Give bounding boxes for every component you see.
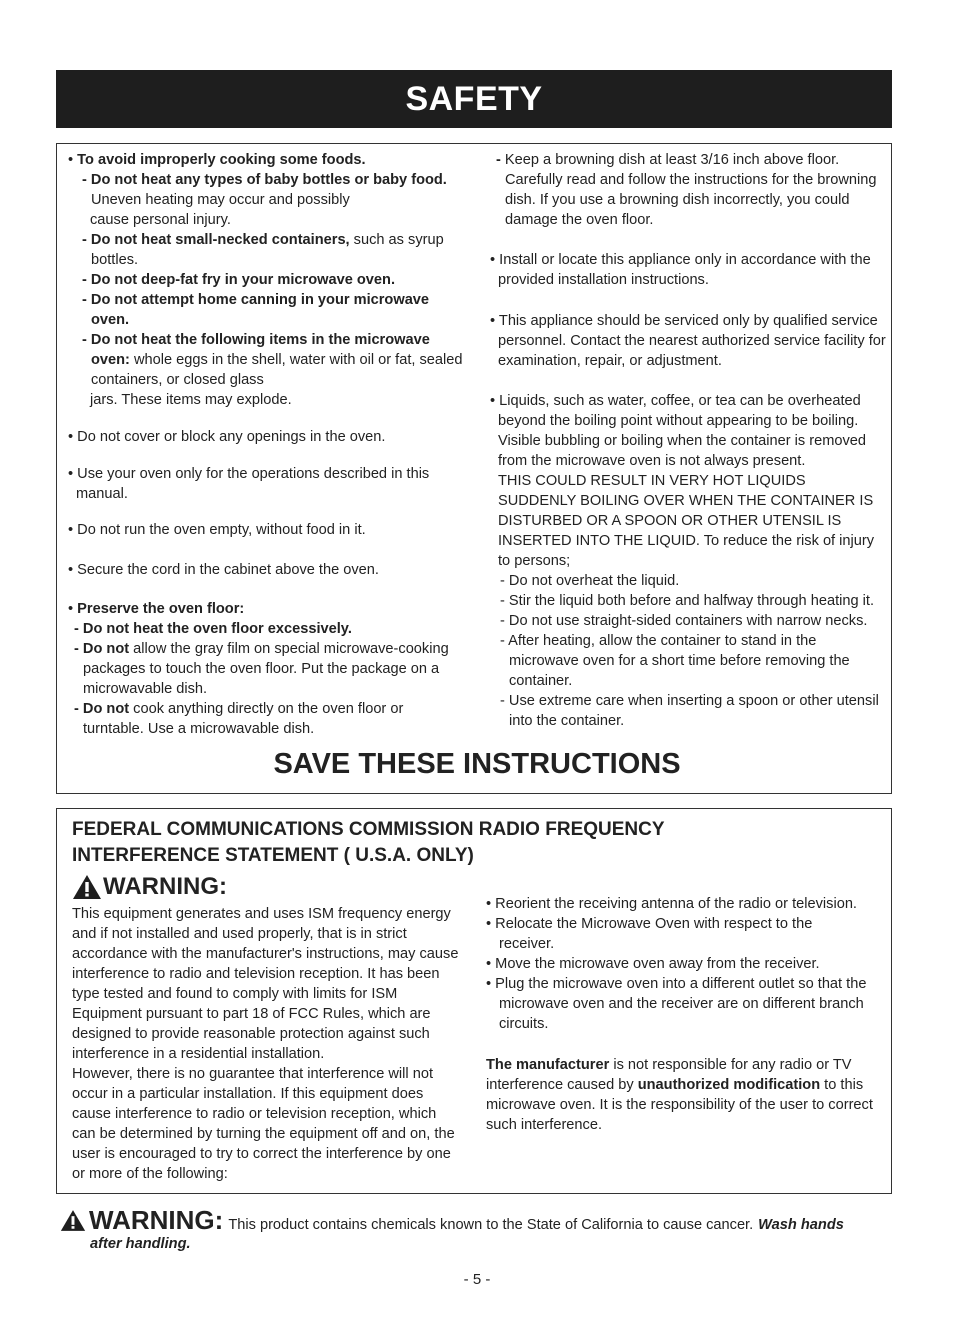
- text-segment: • Install or locate this appliance only in accordance with the: [490, 252, 871, 268]
- text-segment: oven.: [91, 312, 130, 328]
- text-segment: INSERTED INTO THE LIQUID. To reduce the risk of injury: [498, 533, 875, 549]
- text-segment: - After heating, allow the container to stand in the: [500, 633, 817, 649]
- text-segment: type tested and found to comply with limits for ISM: [72, 986, 398, 1002]
- text-line: [72, 904, 451, 924]
- text-segment: •: [68, 601, 78, 617]
- text-line: [509, 671, 572, 691]
- text-segment: interference to radio and television reception. It has been: [72, 966, 440, 982]
- text-segment: beyond the boiling point without appearing to be boiling.: [498, 413, 859, 429]
- text-segment: • Plug the microwave oven into a different outlet so that the: [486, 976, 867, 992]
- text-segment: manual.: [76, 486, 128, 502]
- text-segment: DISTURBED OR A SPOON OR OTHER UTENSIL IS: [498, 513, 842, 529]
- fcc-warning-label: WARNING:: [103, 873, 227, 900]
- text-segment: • Do not cover or block any openings in the oven.: [68, 429, 386, 445]
- text-line: [72, 1084, 423, 1104]
- safety-banner: [56, 70, 892, 128]
- text-segment: containers, or closed glass: [91, 372, 264, 388]
- text-segment: packages to touch the oven floor. Put the package on a: [83, 661, 440, 677]
- text-segment: - Do not: [74, 701, 130, 717]
- text-line: [82, 270, 395, 290]
- text-segment: •: [68, 152, 78, 168]
- text-segment: user is encouraged to try to correct the interference by one: [72, 1146, 451, 1162]
- text-line: [74, 619, 352, 639]
- text-segment: into the container.: [509, 713, 625, 729]
- text-segment: interference in a residential installation.: [72, 1046, 325, 1062]
- text-segment: such interference.: [486, 1117, 603, 1133]
- text-line: [505, 170, 877, 190]
- text-line: [72, 1124, 455, 1144]
- text-line: [499, 994, 864, 1014]
- text-segment: - Do not deep-fat fry in your microwave oven.: [82, 272, 396, 288]
- text-segment: interference caused by: [486, 1077, 638, 1093]
- text-segment: cause personal injury.: [90, 212, 231, 228]
- text-line: [490, 250, 871, 270]
- text-line: [91, 310, 129, 330]
- text-segment: bottles.: [91, 252, 139, 268]
- text-segment: accordance with the manufacturer's instructions, may cause: [72, 946, 459, 962]
- text-segment: occur in a particular installation. If this equipment does: [72, 1086, 424, 1102]
- text-line: [486, 914, 812, 934]
- text-line: [72, 1004, 431, 1024]
- text-line: [72, 1024, 430, 1044]
- text-line: [500, 691, 879, 711]
- warning-triangle-icon: [72, 874, 102, 900]
- text-segment: and if not installed and used properly, that is in strict: [72, 926, 407, 942]
- text-line: [68, 599, 244, 619]
- fcc-warning-heading: [72, 873, 227, 901]
- text-segment: To avoid improperly cooking some foods.: [77, 152, 366, 168]
- fcc-title: [72, 817, 665, 869]
- text-line: [498, 551, 570, 571]
- text-line: [83, 659, 439, 679]
- text-line: [500, 571, 679, 591]
- text-segment: SUDDENLY BOILING OVER WHEN THE CONTAINER IS: [498, 493, 874, 509]
- text-segment: -: [496, 152, 505, 168]
- text-segment: • Do not run the oven empty, without food in it.: [68, 522, 366, 538]
- text-line: [505, 210, 653, 230]
- text-segment: circuits.: [499, 1016, 549, 1032]
- text-segment: unauthorized modification: [637, 1077, 821, 1093]
- text-line: [498, 431, 866, 451]
- text-line: [91, 370, 264, 390]
- text-segment: or more of the following:: [72, 1166, 228, 1182]
- text-segment: can be determined by turning the equipment off and on, the: [72, 1126, 455, 1142]
- prop65-warning-text: This product contains chemicals known to the State of California to cause cancer.: [228, 1217, 754, 1233]
- text-segment: - Do not overheat the liquid.: [500, 573, 680, 589]
- text-line: [72, 944, 458, 964]
- text-segment: microwave oven and the receiver are on different branch: [499, 996, 864, 1012]
- text-segment: • Use your oven only for the operations described in this: [68, 466, 430, 482]
- text-segment: cook anything directly on the oven floor or: [129, 701, 404, 717]
- text-line: [72, 1064, 433, 1084]
- text-segment: - Do not heat small-necked containers,: [82, 232, 350, 248]
- text-segment: Carefully read and follow the instructions for the browning: [505, 172, 877, 188]
- text-segment: microwave oven for a short time before removing the: [509, 653, 850, 669]
- text-segment: receiver.: [499, 936, 555, 952]
- text-line: [490, 311, 878, 331]
- text-line: [486, 1095, 873, 1115]
- save-instructions-heading: SAVE THESE INSTRUCTIONS: [273, 748, 681, 780]
- text-line: [486, 1075, 863, 1095]
- text-line: [499, 1014, 548, 1034]
- text-line: [486, 1115, 602, 1135]
- text-segment: Uneven heating may occur and possibly: [91, 192, 350, 208]
- page-number: - 5 -: [463, 1271, 491, 1288]
- text-segment: - Stir the liquid both before and halfway through heating it.: [500, 593, 875, 609]
- text-segment: designed to provide reasonable protection against such: [72, 1026, 430, 1042]
- text-line: [498, 351, 722, 371]
- text-line: [498, 451, 805, 471]
- text-segment: - Do not heat the following items in the microwave: [82, 332, 430, 348]
- text-segment: personnel. Contact the nearest authorized service facility for: [498, 333, 886, 349]
- text-segment: - Do not heat any types of baby bottles or baby food.: [82, 172, 447, 188]
- text-line: [486, 894, 857, 914]
- text-line: [72, 924, 407, 944]
- prop65-emphasis-2: after handling.: [90, 1236, 191, 1252]
- text-line: [72, 1164, 228, 1184]
- text-segment: microwavable dish.: [83, 681, 208, 697]
- text-segment: turntable. Use a microwavable dish.: [83, 721, 315, 737]
- text-segment: • Liquids, such as water, coffee, or tea can be overheated: [490, 393, 861, 409]
- text-line: [74, 699, 403, 719]
- text-segment: provided installation instructions.: [498, 272, 709, 288]
- text-segment: - Do not attempt home canning in your microwave: [82, 292, 430, 308]
- text-line: [509, 711, 624, 731]
- text-line: [498, 471, 806, 491]
- text-line: [72, 964, 440, 984]
- text-line: [499, 934, 554, 954]
- text-segment: from the microwave oven is not always present.: [498, 453, 806, 469]
- text-line: [500, 591, 874, 611]
- text-line: [498, 531, 874, 551]
- text-segment: - Use extreme care when inserting a spoon or other utensil: [500, 693, 879, 709]
- text-segment: • Relocate the Microwave Oven with respect to the: [486, 916, 813, 932]
- text-line: [68, 520, 366, 540]
- text-segment: - Do not heat the oven floor excessively.: [74, 621, 352, 637]
- text-segment: examination, repair, or adjustment.: [498, 353, 722, 369]
- text-line: [486, 954, 820, 974]
- text-segment: • Move the microwave oven away from the receiver.: [486, 956, 820, 972]
- prop65-emphasis-1: Wash hands: [758, 1217, 844, 1233]
- text-line: [74, 639, 449, 659]
- text-segment: The manufacturer: [486, 1057, 610, 1073]
- text-line: [76, 484, 128, 504]
- text-segment: Keep a browning dish at least 3/16 inch above floor.: [504, 152, 840, 168]
- text-line: [68, 464, 429, 484]
- text-segment: • Secure the cord in the cabinet above the oven.: [68, 562, 379, 578]
- text-segment: dish. If you use a browning dish incorrectly, you could: [505, 192, 850, 208]
- text-segment: - Do not: [74, 641, 130, 657]
- text-line: [83, 719, 314, 739]
- text-line: [82, 230, 444, 250]
- text-line: [498, 270, 709, 290]
- prop65-warning-label: WARNING:: [89, 1205, 224, 1235]
- text-segment: damage the oven floor.: [505, 212, 654, 228]
- text-line: [91, 250, 138, 270]
- text-line: [91, 350, 463, 370]
- text-line: [72, 1044, 324, 1064]
- text-line: [82, 330, 430, 350]
- text-segment: to this: [820, 1077, 864, 1093]
- text-line: [498, 511, 841, 531]
- text-segment: microwave oven. It is the responsibility of the user to correct: [486, 1097, 873, 1113]
- text-line: [505, 190, 850, 210]
- text-line: [72, 1104, 436, 1124]
- text-segment: to persons;: [498, 553, 571, 569]
- text-segment: cause interference to radio or television reception, which: [72, 1106, 437, 1122]
- text-segment: - Do not use straight-sided containers with narrow necks.: [500, 613, 868, 629]
- text-line: [509, 651, 850, 671]
- page-title: SAFETY: [405, 79, 543, 118]
- text-segment: is not responsible for any radio or TV: [609, 1057, 852, 1073]
- text-segment: allow the gray film on special microwave-cooking: [129, 641, 449, 657]
- text-line: [72, 984, 397, 1004]
- text-segment: • This appliance should be serviced only by qualified service: [490, 313, 878, 329]
- text-line: [83, 679, 207, 699]
- text-line: [82, 290, 429, 310]
- text-line: [498, 331, 886, 351]
- text-segment: • Reorient the receiving antenna of the radio or television.: [486, 896, 857, 912]
- text-line: [72, 1144, 451, 1164]
- text-segment: This equipment generates and uses ISM frequency energy: [72, 906, 451, 922]
- text-line: [68, 427, 385, 447]
- prop65-warning: [60, 1205, 844, 1236]
- fcc-title-line2: INTERFERENCE STATEMENT ( U.S.A. ONLY): [72, 845, 474, 866]
- text-line: [90, 210, 231, 230]
- text-segment: such as syrup: [349, 232, 444, 248]
- text-line: [486, 974, 866, 994]
- text-line: [82, 170, 447, 190]
- text-line: [500, 631, 816, 651]
- text-segment: However, there is no guarantee that interference will not: [72, 1066, 433, 1082]
- text-segment: container.: [509, 673, 573, 689]
- text-line: [486, 1055, 852, 1075]
- text-segment: Preserve the oven floor:: [77, 601, 245, 617]
- text-line: [490, 391, 861, 411]
- text-line: [500, 611, 867, 631]
- text-segment: Equipment pursuant to part 18 of FCC Rules, which are: [72, 1006, 431, 1022]
- text-segment: jars. These items may explode.: [90, 392, 292, 408]
- warning-triangle-icon: [60, 1209, 86, 1232]
- text-segment: THIS COULD RESULT IN VERY HOT LIQUIDS: [498, 473, 806, 489]
- text-segment: whole eggs in the shell, water with oil or fat, sealed: [129, 352, 463, 368]
- text-line: [68, 150, 366, 170]
- text-line: [91, 190, 350, 210]
- text-line: [498, 491, 873, 511]
- text-line: [498, 411, 858, 431]
- text-segment: oven:: [91, 352, 130, 368]
- text-segment: Visible bubbling or boiling when the container is removed: [498, 433, 867, 449]
- text-line: [68, 560, 379, 580]
- text-line: [90, 390, 292, 410]
- fcc-title-line1: FEDERAL COMMUNICATIONS COMMISSION RADIO FREQUENCY: [72, 819, 665, 840]
- text-line: [496, 150, 839, 170]
